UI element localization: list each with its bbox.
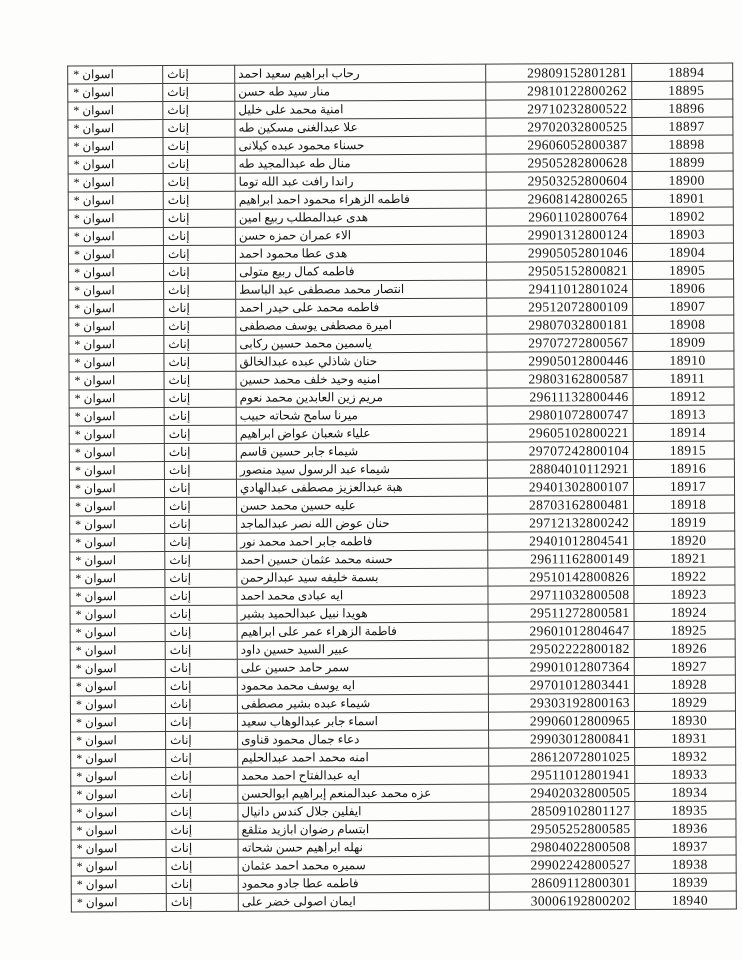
name-cell: اميرة مصطفى يوسف مصطفى <box>236 316 487 335</box>
serial-cell: 18906 <box>633 279 734 297</box>
governorate-cell: اسوان * <box>69 372 164 390</box>
gender-cell: إناث <box>166 767 238 785</box>
gender-cell: إناث <box>166 821 238 839</box>
national-id-cell: 28703162800481 <box>488 495 634 514</box>
governorate-cell: اسوان * <box>70 534 165 552</box>
records-table <box>67 63 737 913</box>
serial-cell: 18895 <box>632 81 733 99</box>
governorate-cell: اسوان * <box>69 300 164 318</box>
serial-cell: 18896 <box>632 99 733 117</box>
governorate-cell: اسوان * <box>69 318 164 336</box>
serial-cell: 18922 <box>634 567 735 585</box>
serial-cell: 18914 <box>633 423 734 441</box>
serial-cell: 18902 <box>632 207 733 225</box>
gender-cell: إناث <box>163 83 235 101</box>
gender-cell: إناث <box>163 245 235 263</box>
serial-cell: 18917 <box>633 477 734 495</box>
governorate-cell: اسوان * <box>69 354 164 372</box>
governorate-cell: اسوان * <box>70 570 165 588</box>
name-cell: حنان عوض الله نصر عبدالماجد <box>237 514 488 533</box>
governorate-cell: اسوان * <box>70 624 165 642</box>
governorate-cell: اسوان * <box>68 210 163 228</box>
serial-cell: 18897 <box>632 117 733 135</box>
governorate-cell: اسوان * <box>69 336 164 354</box>
name-cell: حنان شاذلي عبده عبدالخالق <box>236 352 487 371</box>
serial-cell: 18909 <box>633 333 734 351</box>
national-id-cell: 29608142800265 <box>486 189 632 208</box>
national-id-cell: 29707242800104 <box>487 441 633 460</box>
name-cell: اسماء جابر عبدالوهاب سعيد <box>237 712 488 731</box>
name-cell: نهله ابراهيم حسن شحاته <box>238 838 489 857</box>
governorate-cell: اسوان * <box>70 498 165 516</box>
serial-cell: 18928 <box>634 675 735 693</box>
governorate-cell: اسوان * <box>69 264 164 282</box>
name-cell: هبة عبدالعزيز مصطفى عبدالهادي <box>236 478 487 497</box>
governorate-cell: اسوان * <box>68 192 163 210</box>
serial-cell: 18919 <box>634 513 735 531</box>
national-id-cell: 28609112800301 <box>489 873 635 892</box>
national-id-cell: 29902242800527 <box>489 855 635 874</box>
gender-cell: إناث <box>165 587 237 605</box>
national-id-cell: 28804010112921 <box>487 459 633 478</box>
gender-cell: إناث <box>165 695 237 713</box>
gender-cell: إناث <box>166 785 238 803</box>
name-cell: راندا رافت عبد الله توما <box>235 172 486 191</box>
national-id-cell: 30006192800202 <box>489 891 635 910</box>
name-cell: ابتسام رضوان ابازيد متلقع <box>238 820 489 839</box>
name-cell: ايفلين جلال كندس دانيال <box>238 802 489 821</box>
name-cell: امنيه وحيد خلف محمد حسين <box>236 370 487 389</box>
gender-cell: إناث <box>165 515 237 533</box>
gender-cell: إناث <box>165 551 237 569</box>
name-cell: شيماء عبده بشير مصطفى <box>237 694 488 713</box>
gender-cell: إناث <box>163 137 235 155</box>
national-id-cell: 29809152801281 <box>486 63 632 82</box>
national-id-cell: 29905012800446 <box>487 351 633 370</box>
governorate-cell: اسوان * <box>71 858 166 876</box>
serial-cell: 18910 <box>633 351 734 369</box>
name-cell: فاطمه محمد على حيدر احمد <box>236 298 487 317</box>
governorate-cell: اسوان * <box>71 732 166 750</box>
gender-cell: إناث <box>166 875 238 893</box>
serial-cell: 18900 <box>632 171 733 189</box>
gender-cell: إناث <box>164 281 236 299</box>
serial-cell: 18939 <box>635 873 736 891</box>
national-id-cell: 29903012800841 <box>489 729 635 748</box>
serial-cell: 18929 <box>634 693 735 711</box>
gender-cell: إناث <box>163 65 235 83</box>
name-cell: رحاب ابراهيم سعيد احمد <box>235 64 486 83</box>
gender-cell: إناث <box>164 389 236 407</box>
name-cell: ياسمين محمد حسين ركابى <box>236 334 487 353</box>
name-cell: علياء شعبان عواض ابراهيم <box>236 424 487 443</box>
name-cell: عليه حسين محمد حسن <box>237 496 488 515</box>
serial-cell: 18926 <box>634 639 735 657</box>
serial-cell: 18930 <box>634 711 735 729</box>
national-id-cell: 29905052801046 <box>486 243 632 262</box>
gender-cell: إناث <box>166 857 238 875</box>
serial-cell: 18899 <box>632 153 733 171</box>
serial-cell: 18904 <box>632 243 733 261</box>
national-id-cell: 29807032800181 <box>487 315 633 334</box>
serial-cell: 18925 <box>634 621 735 639</box>
serial-cell: 18916 <box>633 459 734 477</box>
gender-cell: إناث <box>164 263 236 281</box>
name-cell: هدى عطا محمود احمد <box>235 244 486 263</box>
national-id-cell: 29605102800221 <box>487 423 633 442</box>
governorate-cell: اسوان * <box>71 768 166 786</box>
serial-cell: 18937 <box>635 837 736 855</box>
national-id-cell: 29401302800107 <box>487 477 633 496</box>
gender-cell: إناث <box>164 479 236 497</box>
governorate-cell: اسوان * <box>70 714 165 732</box>
name-cell: مريم زين العابدين محمد نعوم <box>236 388 487 407</box>
name-cell: بسمة خليفه سيد عبدالرحمن <box>237 568 488 587</box>
governorate-cell: اسوان * <box>71 822 166 840</box>
serial-cell: 18935 <box>635 801 736 819</box>
national-id-cell: 29502222800182 <box>488 639 634 658</box>
gender-cell: إناث <box>164 407 236 425</box>
serial-cell: 18915 <box>633 441 734 459</box>
gender-cell: إناث <box>166 839 238 857</box>
national-id-cell: 29801072800747 <box>487 405 633 424</box>
national-id-cell: 29710232800522 <box>486 99 632 118</box>
serial-cell: 18911 <box>633 369 734 387</box>
gender-cell: إناث <box>164 371 236 389</box>
national-id-cell: 29611132800446 <box>487 387 633 406</box>
gender-cell: إناث <box>165 623 237 641</box>
gender-cell: إناث <box>164 335 236 353</box>
national-id-cell: 29606052800387 <box>486 135 632 154</box>
governorate-cell: اسوان * <box>68 102 163 120</box>
name-cell: عبير السيد حسين داود <box>237 640 488 659</box>
name-cell: امنه محمد احمد عبدالحليم <box>238 748 489 767</box>
governorate-cell: اسوان * <box>71 804 166 822</box>
governorate-cell: اسوان * <box>69 408 164 426</box>
governorate-cell: اسوان * <box>69 426 164 444</box>
gender-cell: إناث <box>166 803 238 821</box>
gender-cell: إناث <box>164 443 236 461</box>
national-id-cell: 29701012803441 <box>488 675 634 694</box>
name-cell: امنية محمد على خليل <box>235 100 486 119</box>
governorate-cell: اسوان * <box>68 66 163 84</box>
national-id-cell: 29505252800585 <box>489 819 635 838</box>
national-id-cell: 29601102800764 <box>486 207 632 226</box>
gender-cell: إناث <box>165 713 237 731</box>
gender-cell: إناث <box>165 659 237 677</box>
serial-cell: 18940 <box>635 891 736 909</box>
governorate-cell: اسوان * <box>70 660 165 678</box>
name-cell: حسناء محمود عبده كيلانى <box>235 136 486 155</box>
governorate-cell: اسوان * <box>69 282 164 300</box>
name-cell: ميرنا سامح شحاته حبيب <box>236 406 487 425</box>
national-id-cell: 29906012800965 <box>488 711 634 730</box>
national-id-cell: 29611162800149 <box>488 549 634 568</box>
serial-cell: 18912 <box>633 387 734 405</box>
governorate-cell: اسوان * <box>69 462 164 480</box>
name-cell: فاطمه جابر احمد محمد نور <box>237 532 488 551</box>
national-id-cell: 29711032800508 <box>488 585 634 604</box>
serial-cell: 18933 <box>635 765 736 783</box>
table-row <box>71 891 736 912</box>
serial-cell: 18921 <box>634 549 735 567</box>
governorate-cell: اسوان * <box>70 516 165 534</box>
name-cell: هدى عبدالمطلب ربيع امين <box>235 208 486 227</box>
national-id-cell: 29503252800604 <box>486 171 632 190</box>
serial-cell: 18931 <box>635 729 736 747</box>
national-id-cell: 29401012804541 <box>488 531 634 550</box>
gender-cell: إناث <box>164 461 236 479</box>
national-id-cell: 28509102801127 <box>489 801 635 820</box>
national-id-cell: 29411012801024 <box>487 279 633 298</box>
gender-cell: إناث <box>164 317 236 335</box>
gender-cell: إناث <box>165 569 237 587</box>
gender-cell: إناث <box>163 155 235 173</box>
national-id-cell: 29511012801941 <box>489 765 635 784</box>
serial-cell: 18938 <box>635 855 736 873</box>
records-table-body <box>68 63 737 912</box>
gender-cell: إناث <box>166 731 238 749</box>
name-cell: عزه محمد عبدالمنعم إبراهيم ابوالحسن <box>238 784 489 803</box>
serial-cell: 18920 <box>634 531 735 549</box>
national-id-cell: 29512072800109 <box>487 297 633 316</box>
name-cell: حسنه محمد عثمان حسين احمد <box>237 550 488 569</box>
governorate-cell: اسوان * <box>71 750 166 768</box>
name-cell: منال طه عبدالمجيد طه <box>235 154 486 173</box>
national-id-cell: 29505282800628 <box>486 153 632 172</box>
national-id-cell: 29702032800525 <box>486 117 632 136</box>
national-id-cell: 29803162800587 <box>487 369 633 388</box>
serial-cell: 18924 <box>634 603 735 621</box>
national-id-cell: 29901312800124 <box>486 225 632 244</box>
governorate-cell: اسوان * <box>70 678 165 696</box>
name-cell: شيماء عبد الرسول سيد منصور <box>236 460 487 479</box>
name-cell: ايه عبادى محمد احمد <box>237 586 488 605</box>
gender-cell: إناث <box>165 605 237 623</box>
gender-cell: إناث <box>163 173 235 191</box>
gender-cell: إناث <box>165 533 237 551</box>
name-cell: سميره محمد احمد عثمان <box>238 856 489 875</box>
national-id-cell: 29601012804647 <box>488 621 634 640</box>
name-cell: ايه عبدالفتاح احمد محمد <box>238 766 489 785</box>
serial-cell: 18936 <box>635 819 736 837</box>
governorate-cell: اسوان * <box>70 606 165 624</box>
governorate-cell: اسوان * <box>68 138 163 156</box>
gender-cell: إناث <box>163 227 235 245</box>
serial-cell: 18923 <box>634 585 735 603</box>
governorate-cell: اسوان * <box>70 552 165 570</box>
governorate-cell: اسوان * <box>68 246 163 264</box>
name-cell: فاطمه كمال ربيع متولى <box>236 262 487 281</box>
serial-cell: 18894 <box>632 63 733 81</box>
gender-cell: إناث <box>165 641 237 659</box>
national-id-cell: 29511272800581 <box>488 603 634 622</box>
serial-cell: 18927 <box>634 657 735 675</box>
gender-cell: إناث <box>163 119 235 137</box>
national-id-cell: 29303192800163 <box>488 693 634 712</box>
national-id-cell: 29901012807364 <box>488 657 634 676</box>
name-cell: ايمان اصولى خضر على <box>238 892 489 911</box>
gender-cell: إناث <box>163 191 235 209</box>
governorate-cell: اسوان * <box>70 588 165 606</box>
name-cell: الاء عمران حمزه حسن <box>235 226 486 245</box>
name-cell: فاطمه عطا جادو محمود <box>238 874 489 893</box>
gender-cell: إناث <box>164 299 236 317</box>
name-cell: فاطمة الزهراء عمر على ابراهيم <box>237 622 488 641</box>
governorate-cell: اسوان * <box>70 696 165 714</box>
serial-cell: 18905 <box>633 261 734 279</box>
national-id-cell: 29810122800262 <box>486 81 632 100</box>
serial-cell: 18903 <box>632 225 733 243</box>
governorate-cell: اسوان * <box>69 480 164 498</box>
national-id-cell: 29804022800508 <box>489 837 635 856</box>
national-id-cell: 29707272800567 <box>487 333 633 352</box>
governorate-cell: اسوان * <box>69 444 164 462</box>
national-id-cell: 29402032800505 <box>489 783 635 802</box>
name-cell: علا عبدالغنى مسكين طه <box>235 118 486 137</box>
gender-cell: إناث <box>164 353 236 371</box>
gender-cell: إناث <box>163 101 235 119</box>
gender-cell: إناث <box>163 209 235 227</box>
serial-cell: 18907 <box>633 297 734 315</box>
name-cell: دعاء جمال محمود قناوى <box>238 730 489 749</box>
governorate-cell: اسوان * <box>71 840 166 858</box>
serial-cell: 18908 <box>633 315 734 333</box>
governorate-cell: اسوان * <box>71 894 166 912</box>
gender-cell: إناث <box>165 677 237 695</box>
serial-cell: 18913 <box>633 405 734 423</box>
name-cell: ايه يوسف محمد محمود <box>237 676 488 695</box>
governorate-cell: اسوان * <box>68 174 163 192</box>
name-cell: شيماء جابر حسين قاسم <box>236 442 487 461</box>
national-id-cell: 28612072801025 <box>489 747 635 766</box>
name-cell: انتصار محمد مصطفى عبد الباسط <box>236 280 487 299</box>
name-cell: فاطمه الزهراء محمود احمد ابراهيم <box>235 190 486 209</box>
national-id-cell: 29510142800826 <box>488 567 634 586</box>
national-id-cell: 29505152800821 <box>487 261 633 280</box>
governorate-cell: اسوان * <box>68 120 163 138</box>
name-cell: منار سيد طه حسن <box>235 82 486 101</box>
name-cell: سمر حامد حسين على <box>237 658 488 677</box>
serial-cell: 18901 <box>632 189 733 207</box>
serial-cell: 18918 <box>634 495 735 513</box>
governorate-cell: اسوان * <box>69 390 164 408</box>
gender-cell: إناث <box>166 893 238 911</box>
governorate-cell: اسوان * <box>70 642 165 660</box>
governorate-cell: اسوان * <box>71 786 166 804</box>
governorate-cell: اسوان * <box>68 84 163 102</box>
serial-cell: 18898 <box>632 135 733 153</box>
governorate-cell: اسوان * <box>71 876 166 894</box>
serial-cell: 18932 <box>635 747 736 765</box>
governorate-cell: اسوان * <box>68 228 163 246</box>
national-id-cell: 29712132800242 <box>488 513 634 532</box>
gender-cell: إناث <box>166 749 238 767</box>
gender-cell: إناث <box>164 425 236 443</box>
gender-cell: إناث <box>165 497 237 515</box>
serial-cell: 18934 <box>635 783 736 801</box>
name-cell: هويدا نبيل عبدالحميد بشير <box>237 604 488 623</box>
records-table-wrap <box>67 63 737 913</box>
governorate-cell: اسوان * <box>68 156 163 174</box>
